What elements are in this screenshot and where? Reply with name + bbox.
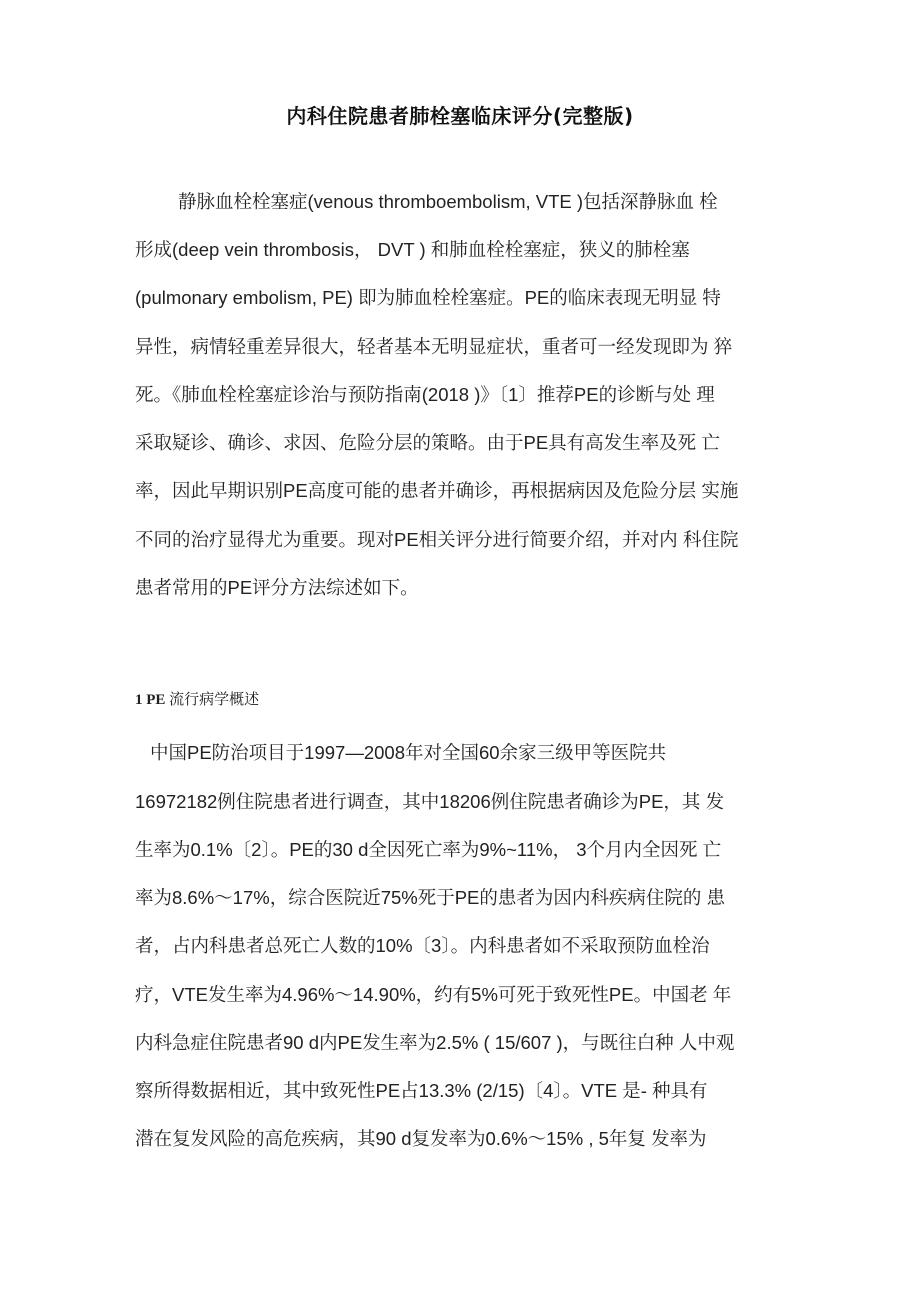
- intro-line: 率，因此早期识别PE高度可能的患者并确诊，再根据病因及危险分层 实施: [135, 480, 739, 501]
- intro-line: 形成(deep vein thrombosis， DVT ) 和肺血栓栓塞症，狭义的肺栓塞: [135, 239, 690, 260]
- intro-line: 静脉血栓栓塞症(venous thromboembolism, VTE )包括深静脉血 栓: [178, 191, 718, 212]
- section-line: 察所得数据相近，其中致死性PE占13.3% (2/15)〔4〕。VTE 是- 种具有: [135, 1080, 708, 1101]
- section-heading-text: 流行病学概述: [169, 692, 260, 708]
- section-line: 生率为0.1%〔2〕。PE的30 d全因死亡率为9%~11%， 3个月内全因死 亡: [135, 839, 722, 860]
- intro-line: 不同的治疗显得尤为重要。现对PE相关评分进行简要介绍，并对内 科住院: [135, 529, 739, 550]
- intro-line: 患者常用的PE评分方法综述如下。: [135, 577, 419, 598]
- section-line: 疗，VTE发生率为4.96%～14.90%，约有5%可死于致死性PE。中国老 年: [135, 984, 732, 1005]
- intro-line: 死。《肺血栓栓塞症诊治与预防指南(2018 )》〔1〕推荐PE的诊断与处 理: [135, 384, 715, 405]
- intro-line: (pulmonary embolism, PE) 即为肺血栓栓塞症。PE的临床表现无明显 特: [135, 287, 721, 308]
- section-line: 中国PE防治项目于1997—2008年对全国60余家三级甲等医院共: [150, 742, 667, 763]
- section-number: 1 PE: [135, 692, 166, 708]
- intro-line: 采取疑诊、确诊、求因、危险分层的策略。由于PE具有高发生率及死 亡: [135, 432, 720, 453]
- section-heading: [135, 688, 259, 712]
- section-line: 率为8.6%～17%，综合医院近75%死于PE的患者为因内科疾病住院的 患: [135, 887, 726, 908]
- document-title: 内科住院患者肺栓塞临床评分(完整版): [286, 104, 634, 128]
- section-line: 者，占内科患者总死亡人数的10%〔3〕。内科患者如不采取预防血栓治: [135, 935, 710, 956]
- section-line: 潜在复发风险的高危疾病，其90 d复发率为0.6%～15% , 5年复 发率为: [135, 1128, 707, 1149]
- intro-line: 异性，病情轻重差异很大，轻者基本无明显症状，重者可一经发现即为 猝: [135, 336, 733, 357]
- section-line: 16972182例住院患者进行调查，其中18206例住院患者确诊为PE，其 发: [135, 791, 725, 812]
- section-line: 内科急症住院患者90 d内PE发生率为2.5% ( 15/607 )，与既往白种 人中观: [135, 1032, 735, 1053]
